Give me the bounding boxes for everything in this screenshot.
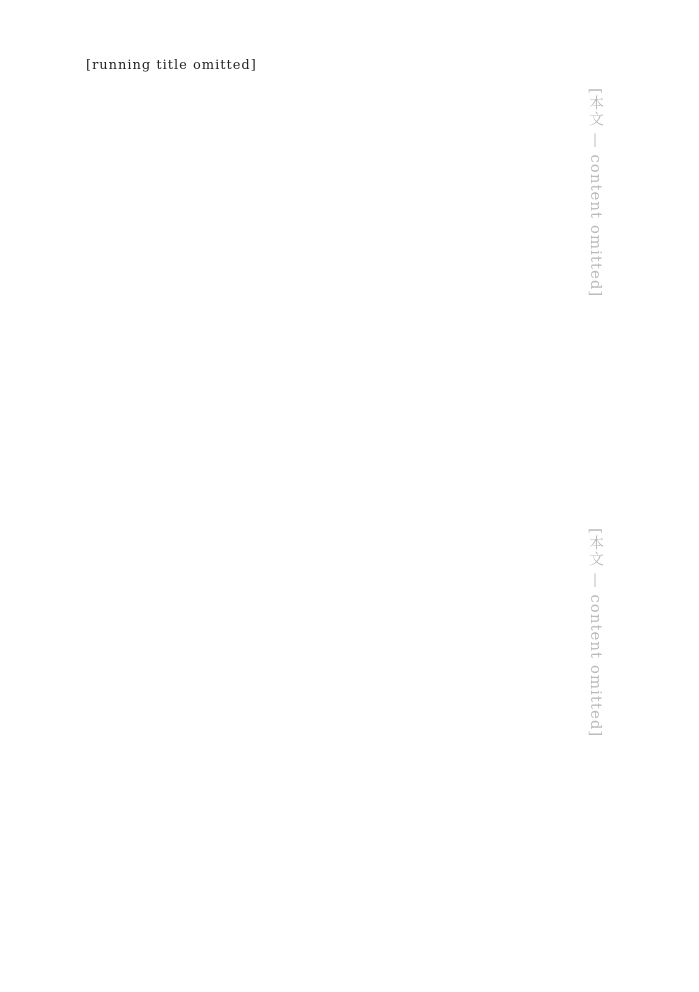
running-header: [running title omitted]: [86, 58, 257, 73]
paragraph: [本文 — content omitted]: [587, 528, 605, 738]
text-tier-bottom: [89, 528, 609, 926]
text-tier-top: [89, 88, 609, 486]
paragraph: [本文 — content omitted]: [587, 88, 605, 298]
